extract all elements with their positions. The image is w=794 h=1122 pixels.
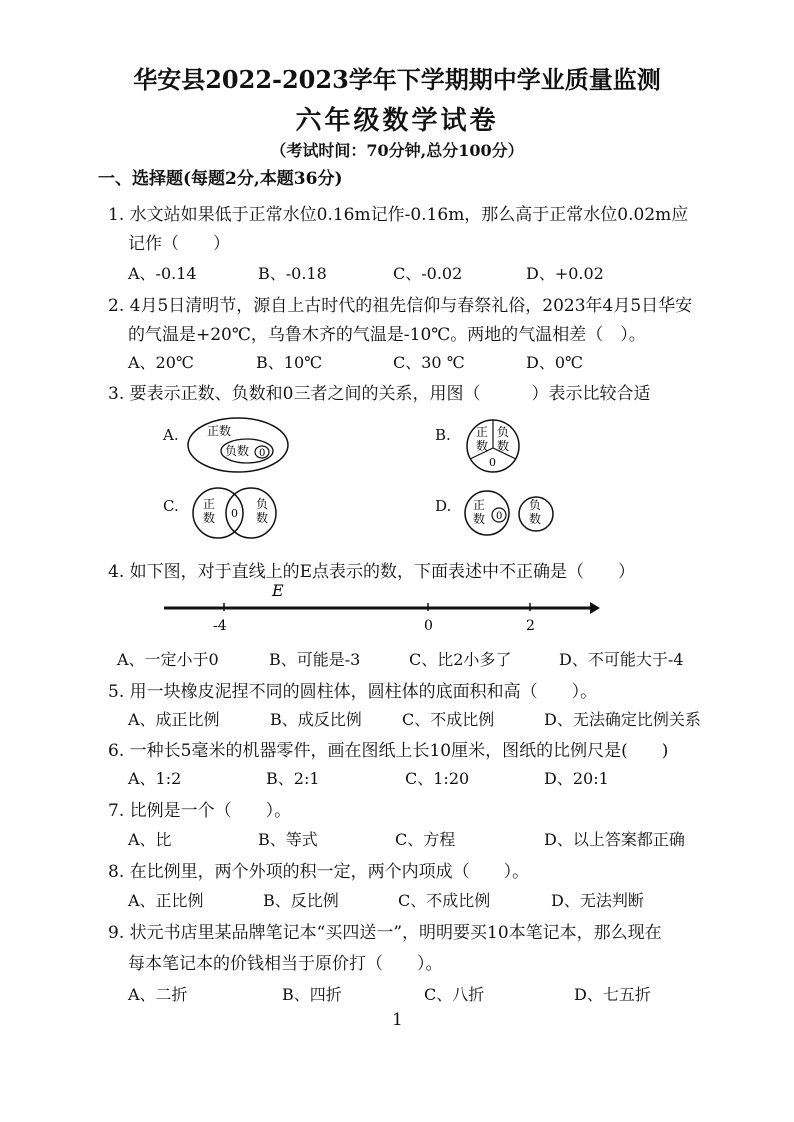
option-a: A、一定小于0 (117, 650, 219, 669)
option-c: C、不成比例 (402, 710, 495, 729)
option-d: D、+0.02 (526, 264, 604, 283)
option-c: C、1:20 (405, 769, 470, 788)
tick-label-0: 0 (424, 618, 433, 634)
option-d: D、无法判断 (551, 891, 644, 910)
option-c: C、30 ℃ (393, 353, 465, 372)
figure-d-pos-b: 数 (473, 512, 486, 526)
option-d: D、七五折 (574, 985, 651, 1004)
option-a: A、成正比例 (128, 710, 220, 729)
figure-d-neg-b: 数 (529, 512, 542, 526)
figure-a-negative-label: 负数 (225, 444, 250, 458)
figure-d-diagram (463, 488, 558, 544)
figure-b-neg-b: 数 (497, 439, 510, 453)
exam-subtitle: 六年级数学试卷 (295, 106, 499, 136)
figure-a-positive-label: 正数 (207, 424, 232, 438)
figure-label-c: C. (163, 497, 179, 515)
question-1-line-1: 1. 水文站如果低于正常水位0.16m记作-0.16m，那么高于正常水位0.02m应 (108, 205, 689, 225)
question-2-line-2: 的气温是+20℃，乌鲁木齐的气温是-10℃。两地的气温相差（ ）。 (128, 325, 646, 345)
option-a: A、-0.14 (128, 264, 197, 283)
option-b: B、成反比例 (270, 710, 362, 729)
option-d: D、无法确定比例关系 (544, 710, 701, 729)
figure-c-neg-a: 负 (256, 497, 269, 511)
figure-label-b: B. (435, 426, 451, 444)
question-7-line-1: 7. 比例是一个（ ）。 (108, 801, 292, 821)
question-3-line-1: 3. 要表示正数、负数和0三者之间的关系，用图（ ）表示比较合适 (108, 384, 651, 404)
question-1-line-2: 记作（ ） (128, 234, 230, 254)
option-b: B、等式 (258, 830, 318, 849)
figure-c-zero-label: 0 (231, 507, 238, 520)
option-a: A、比 (128, 830, 172, 849)
option-c: C、八折 (424, 985, 485, 1004)
figure-label-a: A. (163, 426, 179, 444)
figure-d-pos-a: 正 (473, 498, 486, 512)
figure-c-diagram (188, 486, 288, 542)
figure-d-neg-a: 负 (529, 498, 542, 512)
page-number: 1 (392, 1010, 403, 1030)
exam-info: （考试时间：70分钟,总分100分） (270, 141, 524, 160)
option-b: B、-0.18 (258, 264, 327, 283)
question-2-line-1: 2. 4月5日清明节，源自上古时代的祖先信仰与春祭礼俗，2023年4月5日华安 (108, 296, 693, 316)
figure-label-d: D. (435, 497, 452, 515)
question-5-line-1: 5. 用一块橡皮泥捏不同的圆柱体，圆柱体的底面积和高（ ）。 (108, 682, 598, 702)
figure-b-diagram (465, 417, 525, 477)
option-d: D、以上答案都正确 (544, 830, 685, 849)
section-title: 一、选择题(每题2分,本题36分) (98, 169, 343, 189)
tick-label-2: 2 (526, 618, 535, 634)
question-6-line-1: 6. 一种长5毫米的机器零件，画在图纸上长10厘米，图纸的比例尺是( ) (108, 741, 669, 761)
question-8-line-1: 8. 在比例里，两个外项的积一定，两个内项成（ ）。 (108, 862, 530, 882)
question-9-line-1: 9. 状元书店里某品牌笔记本“买四送一”，明明要买10本笔记本，那么现在 (108, 923, 662, 943)
question-9-line-2: 每本笔记本的价钱相当于原价打（ ）。 (128, 954, 443, 974)
option-b: B、2:1 (266, 769, 320, 788)
point-e-label: E (272, 581, 284, 600)
option-a: A、1:2 (128, 769, 182, 788)
option-d: D、20:1 (544, 769, 609, 788)
option-a: A、二折 (128, 985, 188, 1004)
figure-c-pos-a: 正 (203, 497, 216, 511)
option-c: C、比2小多了 (409, 650, 512, 669)
figure-a-zero-label: 0 (259, 448, 266, 459)
figure-b-pos-a: 正 (476, 425, 489, 439)
number-line-diagram (160, 580, 610, 640)
figure-b-zero-label: 0 (489, 456, 496, 469)
option-b: B、反比例 (263, 891, 339, 910)
option-d: D、不可能大于-4 (559, 650, 684, 669)
option-c: C、方程 (395, 830, 456, 849)
option-c: C、不成比例 (398, 891, 491, 910)
figure-a-diagram (185, 415, 295, 475)
option-b: B、可能是-3 (269, 650, 361, 669)
figure-b-pos-b: 数 (476, 439, 489, 453)
tick-label-minus-4: -4 (213, 618, 227, 634)
question-4-line-1: 4. 如下图，对于直线上的E点表示的数，下面表述中不正确是（ ） (108, 562, 636, 582)
option-c: C、-0.02 (393, 264, 463, 283)
option-b: B、10℃ (256, 353, 323, 372)
option-a: A、正比例 (128, 891, 204, 910)
figure-d-zero-label: 0 (496, 511, 503, 522)
option-d: D、0℃ (526, 353, 583, 372)
exam-title: 华安县2022-2023学年下学期期中学业质量监测 (133, 65, 661, 94)
figure-c-neg-b: 数 (256, 511, 269, 525)
figure-b-neg-a: 负 (497, 425, 510, 439)
figure-c-pos-b: 数 (203, 511, 216, 525)
option-b: B、四折 (282, 985, 342, 1004)
option-a: A、20℃ (128, 353, 194, 372)
